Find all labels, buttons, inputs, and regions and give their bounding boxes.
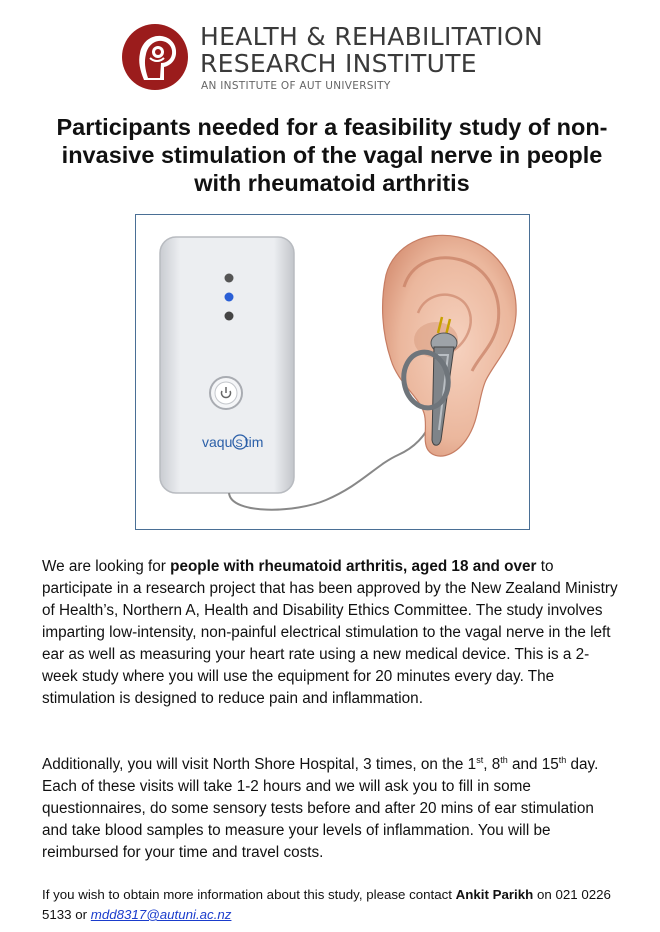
contact-name: Ankit Parikh <box>455 887 534 902</box>
institute-logo-icon <box>120 22 190 92</box>
institute-affiliation: AN INSTITUTE OF AUT UNIVERSITY <box>201 80 391 92</box>
device-brand-text: vaqu S tim <box>202 434 264 450</box>
page-title: Participants needed for a feasibility study of non-invasive stimulation of the vagal nerve in people with rheumatoid arthritis <box>56 114 608 196</box>
eligibility-criteria: people with rheumatoid arthritis, aged 18 and over <box>170 558 537 575</box>
contact-email-link[interactable]: mdd8317@autuni.ac.nz <box>90 907 232 922</box>
institute-name-line1: HEALTH & REHABILITATION <box>200 22 543 51</box>
stimulation-device <box>160 237 294 493</box>
institute-name-line2: RESEARCH INSTITUTE <box>200 49 477 78</box>
device-illustration <box>135 214 530 530</box>
institute-header <box>120 20 560 100</box>
contact-information: If you wish to obtain more information about this study, please contact Ankit Parikh on 021 0226 5133 or mdd8317@autuni.ac.nz <box>42 887 611 922</box>
study-description-paragraph: We are looking for people with rheumatoid arthritis, aged 18 and over to participate in a research project that has been approved by the New Zealand Ministry of Health’s, Northern A, Health and Disability Ethics Committee. The study involves imparting low-intensity, non-painful electrical stimulation to the vagal nerve in the left ear as well as measuring your heart rate using a new medical device. This is a 2-week study where you will use the equipment for 20 minutes every day. The stimulation is designed to reduce pain and inflammation. <box>42 558 618 707</box>
hospital-visits-paragraph: Additionally, you will visit North Shore Hospital, 3 times, on the 1st, 8th and 15th day. Each of these visits will take 1-2 hours and we will ask you to fill in some questionnaires, do some sensory tests before and after 20 mins of ear stimulation and take blood samples to measure your levels of inflammation. You will be reimbursed for your time and travel costs. <box>42 754 599 861</box>
ear-with-earpiece <box>383 235 517 456</box>
